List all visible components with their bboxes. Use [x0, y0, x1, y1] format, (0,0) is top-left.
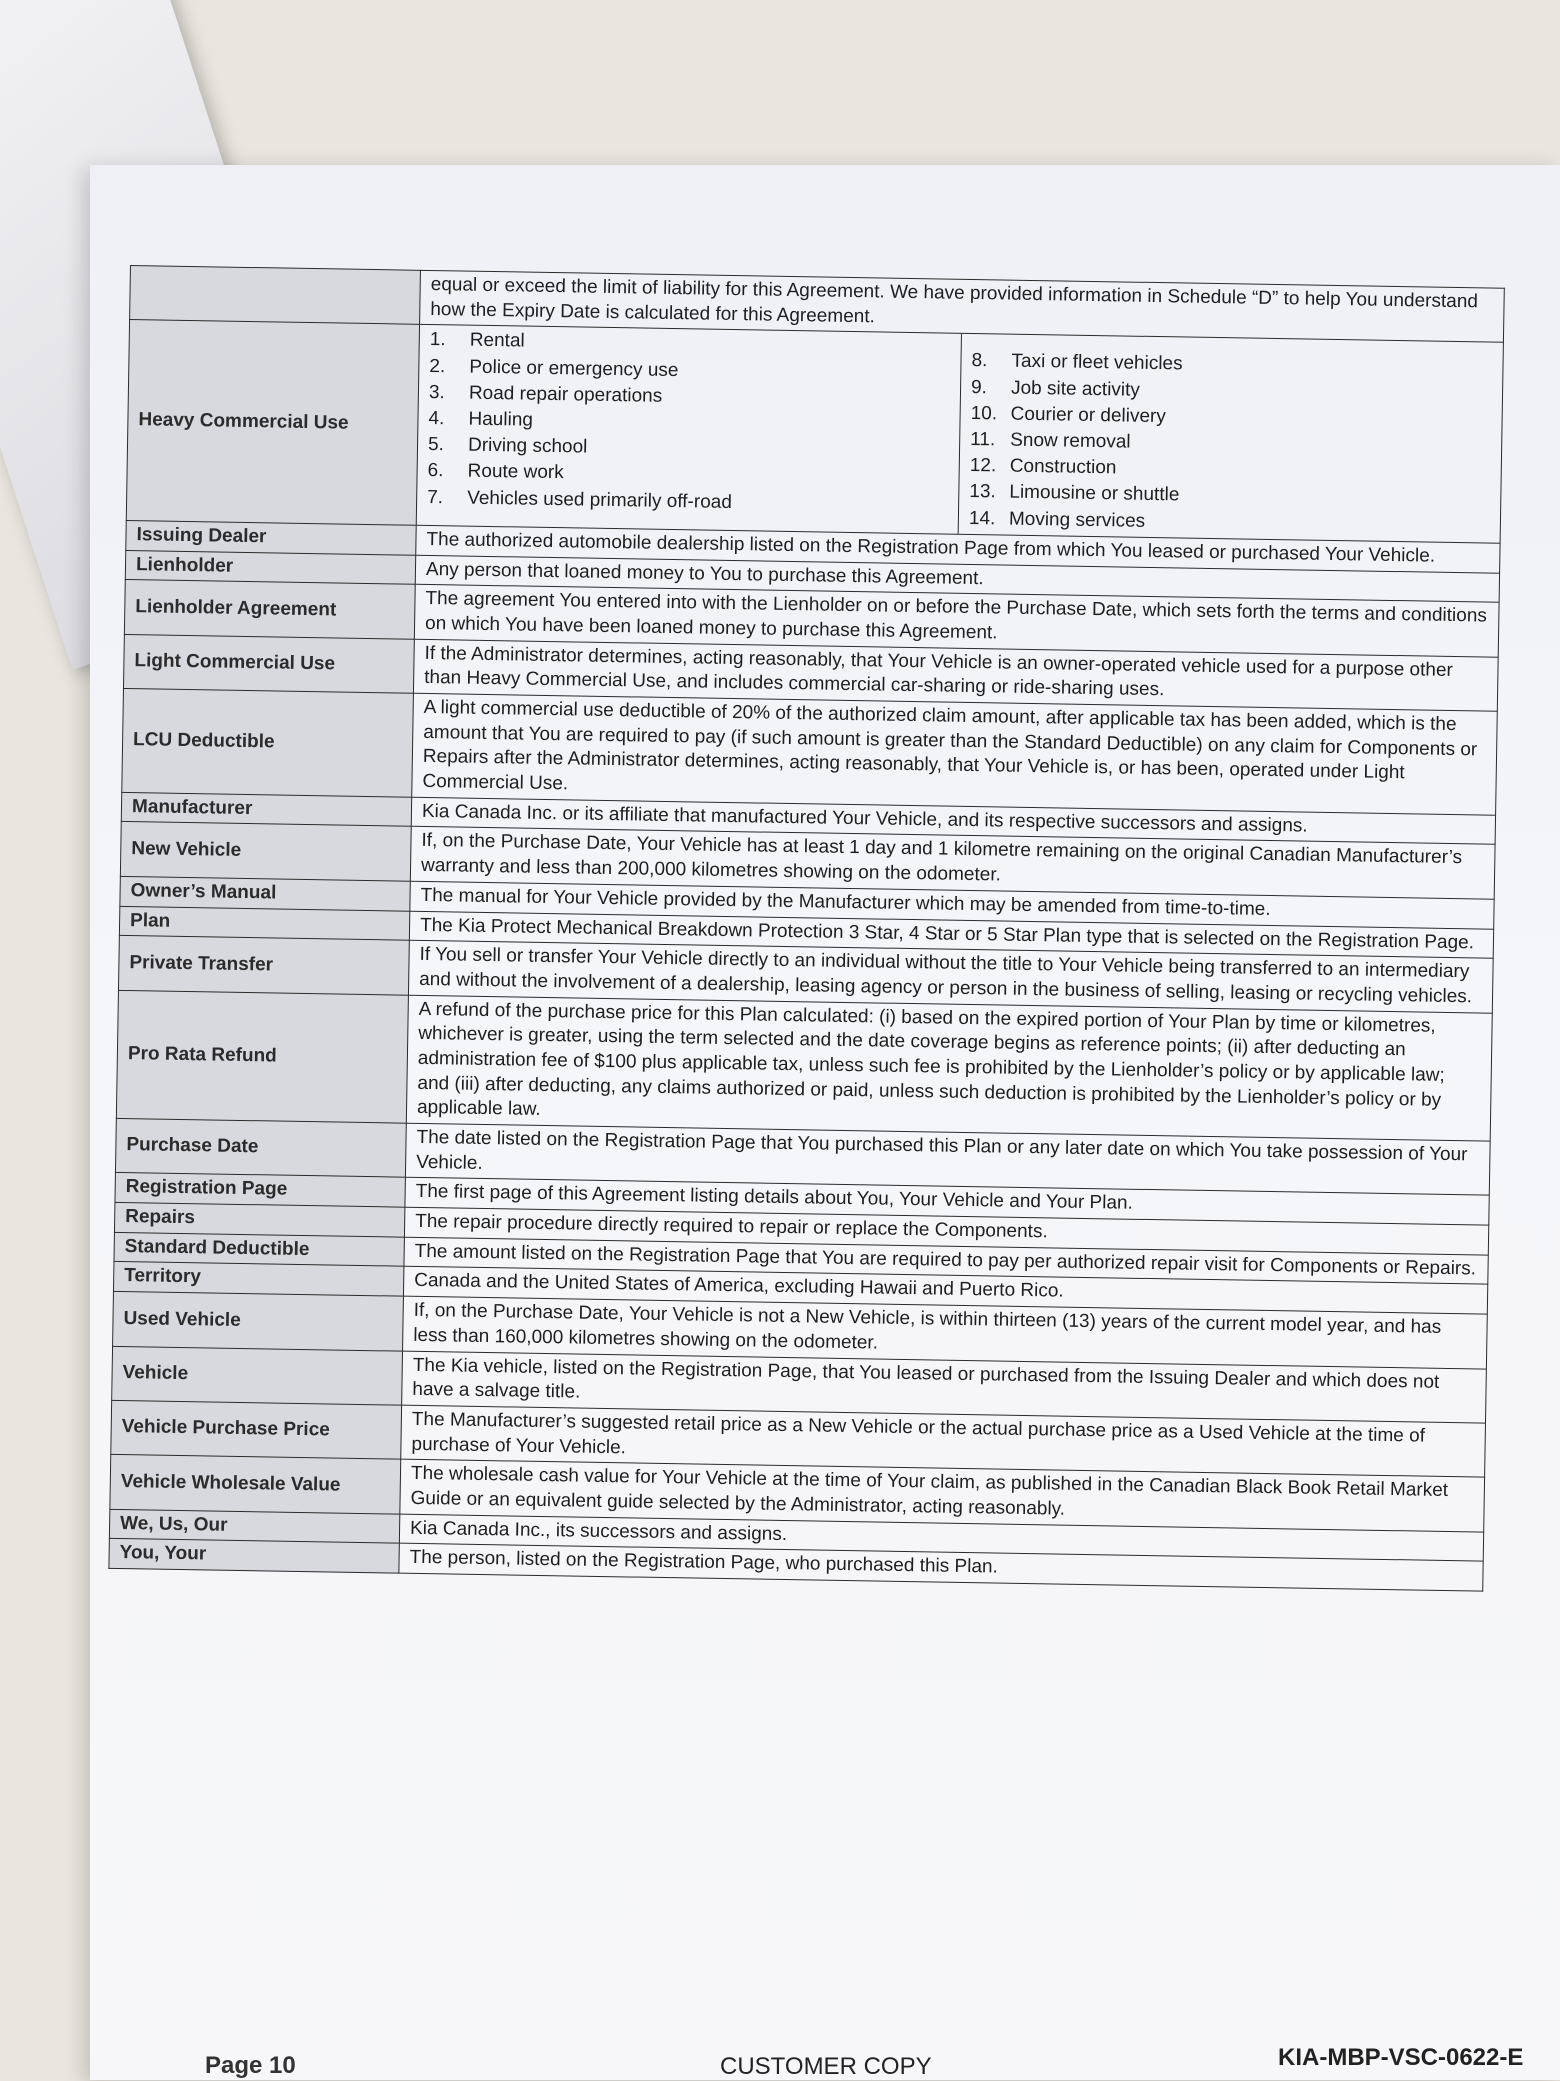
definition-cell: The date listed on the Registration Page that You purchased this Plan or any later date on which You take possession of Your Vehicle.: [405, 1123, 1490, 1195]
hcu-list-right: [958, 334, 1503, 542]
definition-cell: If the Administrator determines, acting reasonably, that Your Vehicle is an owner-operated vehicle used for a purpose other than Heavy Commercial Use, and includes commercial car-sharing or ride-sharing uses.: [413, 639, 1498, 711]
term-cell: Vehicle: [112, 1346, 403, 1405]
hcu-item-number: 2.: [429, 355, 446, 377]
term-cell-empty: [130, 266, 421, 325]
definition-cell: The person, listed on the Registration Page, who purchased this Plan.: [399, 1543, 1483, 1591]
hcu-item-number: 1.: [429, 329, 446, 351]
definition-cell: The agreement You entered into with the Lienholder on or before the Purchase Date, which sets forth the terms and conditions on which You have been loaned money to purchase this Agreement.: [414, 585, 1499, 657]
definition-cell: Kia Canada Inc., its successors and assigns.: [399, 1514, 1483, 1562]
definition-cell: The manual for Your Vehicle provided by the Manufacturer which may be amended from time-to-time.: [410, 881, 1494, 929]
footer-copy-label: CUSTOMER COPY: [720, 2053, 932, 2080]
term-cell: Vehicle Wholesale Value: [110, 1455, 401, 1514]
term-cell: Light Commercial Use: [123, 634, 414, 693]
hcu-item-text: Rental: [469, 330, 525, 352]
term-cell: Repairs: [114, 1202, 404, 1236]
hcu-item-text: Hauling: [468, 408, 534, 431]
term-cell: LCU Deductible: [122, 688, 414, 797]
definition-cell: If, on the Purchase Date, Your Vehicle is not a New Vehicle, is within thirteen (13) years of the current model year, and has less than 160,000 kilometres showing on the odometer.: [403, 1296, 1488, 1368]
hcu-item-number: 10.: [970, 402, 998, 425]
hcu-item-text: Limousine or shuttle: [1009, 482, 1180, 506]
term-cell: Territory: [113, 1262, 403, 1296]
term-cell: Purchase Date: [115, 1118, 406, 1177]
hcu-item-number: 3.: [428, 381, 445, 404]
definition-cell: The amount listed on the Registration Page that You are required to pay per authorized repair visit for Components or Repairs.: [404, 1237, 1488, 1285]
definition-cell: The Kia vehicle, listed on the Registration Page, that You leased or purchased from the Issuing Dealer and which does not have a salvage title.: [402, 1351, 1487, 1423]
heavy-commercial-use-list: [416, 325, 1503, 543]
hcu-item-number: 13.: [969, 481, 996, 503]
hcu-item-number: 11.: [970, 428, 996, 451]
term-cell: Owner’s Manual: [120, 876, 410, 910]
term-cell: Lienholder: [125, 550, 415, 584]
hcu-item-text: Snow removal: [1010, 429, 1131, 453]
hcu-item-text: Vehicles used primarily off-road: [467, 487, 733, 513]
hcu-item-number: 8.: [971, 350, 988, 372]
table-row: [116, 990, 1492, 1141]
term-cell: Manufacturer: [121, 792, 411, 826]
document-page: [90, 165, 1560, 2080]
term-cell: We, Us, Our: [109, 1509, 399, 1543]
hcu-item-text: Route work: [467, 461, 564, 484]
term-cell: You, Your: [109, 1539, 399, 1573]
definition-cell: The wholesale cash value for Your Vehicle at the time of Your claim, as published in the Canadian Black Book Retail Market Guide or an equivalent guide selected by the Administrator, acting reasonably.: [400, 1459, 1485, 1531]
hcu-list-left: [417, 325, 961, 533]
hcu-item-text: Job site activity: [1010, 377, 1141, 401]
definition-cell: Canada and the United States of America, excluding Hawaii and Puerto Rico.: [403, 1267, 1487, 1315]
definition-cell: The Manufacturer’s suggested retail price as a New Vehicle or the actual purchase price as a Used Vehicle at the time of purchase of Your Vehicle.: [401, 1405, 1486, 1477]
definition-cell: If, on the Purchase Date, Your Vehicle has at least 1 day and 1 kilometre remaining on the original Canadian Manufacturer’s warranty and less than 200,000 kilometres showing on the odometer.: [410, 827, 1495, 899]
term-cell: Issuing Dealer: [126, 520, 416, 554]
term-cell: Plan: [119, 906, 409, 940]
hcu-item-number: 6.: [427, 460, 444, 482]
hcu-item-number: 7.: [427, 486, 444, 508]
definition-cell: If You sell or transfer Your Vehicle directly to an individual without the title to Your Vehicle being transferred to an intermediary and without the involvement of a dealership, leasing agency or person in the business of selling, leasing or recycling vehicles.: [408, 940, 1493, 1012]
hcu-item-number: 4.: [428, 408, 445, 430]
table-row-heavy-commercial-use: [126, 320, 1503, 543]
footer-form-code: KIA-MBP-VSC-0622-E: [1278, 2044, 1524, 2071]
hcu-item-text: Driving school: [467, 434, 588, 458]
term-cell: Used Vehicle: [113, 1292, 404, 1351]
hcu-item-number: 9.: [970, 376, 988, 398]
definition-cell: The Kia Protect Mechanical Breakdown Protection 3 Star, 4 Star or 5 Star Plan type that is selected on the Registration Page.: [409, 911, 1493, 959]
hcu-item-text: Moving services: [1008, 508, 1146, 532]
term-heavy-commercial-use: Heavy Commercial Use: [126, 320, 419, 525]
term-cell: New Vehicle: [120, 822, 411, 881]
term-cell: Standard Deductible: [114, 1232, 404, 1266]
hcu-item-text: Construction: [1009, 455, 1117, 479]
definitions-table: [108, 265, 1504, 1592]
term-cell: Pro Rata Refund: [116, 990, 408, 1123]
hcu-item-number: 12.: [969, 455, 997, 477]
definition-cell: The first page of this Agreement listing details about You, Your Vehicle and Your Plan.: [405, 1178, 1489, 1226]
term-cell: Private Transfer: [118, 936, 409, 995]
hcu-item-number: 14.: [968, 507, 996, 530]
definition-cell: The authorized automobile dealership listed on the Registration Page from which You leased or purchased Your Vehicle.: [416, 525, 1500, 573]
term-cell: Vehicle Purchase Price: [111, 1400, 402, 1459]
hcu-item-text: Police or emergency use: [469, 356, 679, 381]
definition-continuation: equal or exceed the limit of liability for this Agreement. We have provided information in Schedule “D” to help You understand how the Expiry Date is calculated for this Agreement.: [420, 270, 1505, 342]
hcu-item-text: Road repair operations: [468, 382, 663, 407]
definition-cell: The repair procedure directly required to repair or replace the Components.: [404, 1207, 1488, 1255]
hcu-item-number: 5.: [427, 434, 445, 456]
definition-cell: Any person that loaned money to You to purchase this Agreement.: [415, 555, 1499, 603]
term-cell: Registration Page: [115, 1173, 405, 1207]
definition-cell: A light commercial use deductible of 20% of the authorized claim amount, after applicable tax has been added, which is the amount that You are required to pay (if such amount is greater than the Standard Deductible) on any claim for Components or Repairs after the Administrator determines, acting reasonably, that Your Vehicle is, or has been, operated under Light Commercial Use.: [412, 693, 1498, 815]
term-cell: Lienholder Agreement: [124, 580, 415, 639]
hcu-item-text: Courier or delivery: [1010, 403, 1167, 428]
page-number: Page 10: [205, 2052, 296, 2079]
hcu-item-text: Taxi or fleet vehicles: [1011, 351, 1183, 375]
definition-cell: A refund of the purchase price for this Plan calculated: (i) based on the expired portion of Your Plan by time or kilometres, whichever is greater, using the term selected and the date coverage begins as reference points; (ii) after deducting an administration fee of $100 plus applicable tax, unless such fee is prohibited by the Lienholder’s policy or by applicable law; and (iii) after deducting, any claims authorized or paid, unless such deduction is prohibited by the Lienholder’s policy or by applicable law.: [406, 995, 1492, 1141]
definition-cell: Kia Canada Inc. or its affiliate that manufactured Your Vehicle, and its respective successors and assigns.: [411, 797, 1495, 845]
